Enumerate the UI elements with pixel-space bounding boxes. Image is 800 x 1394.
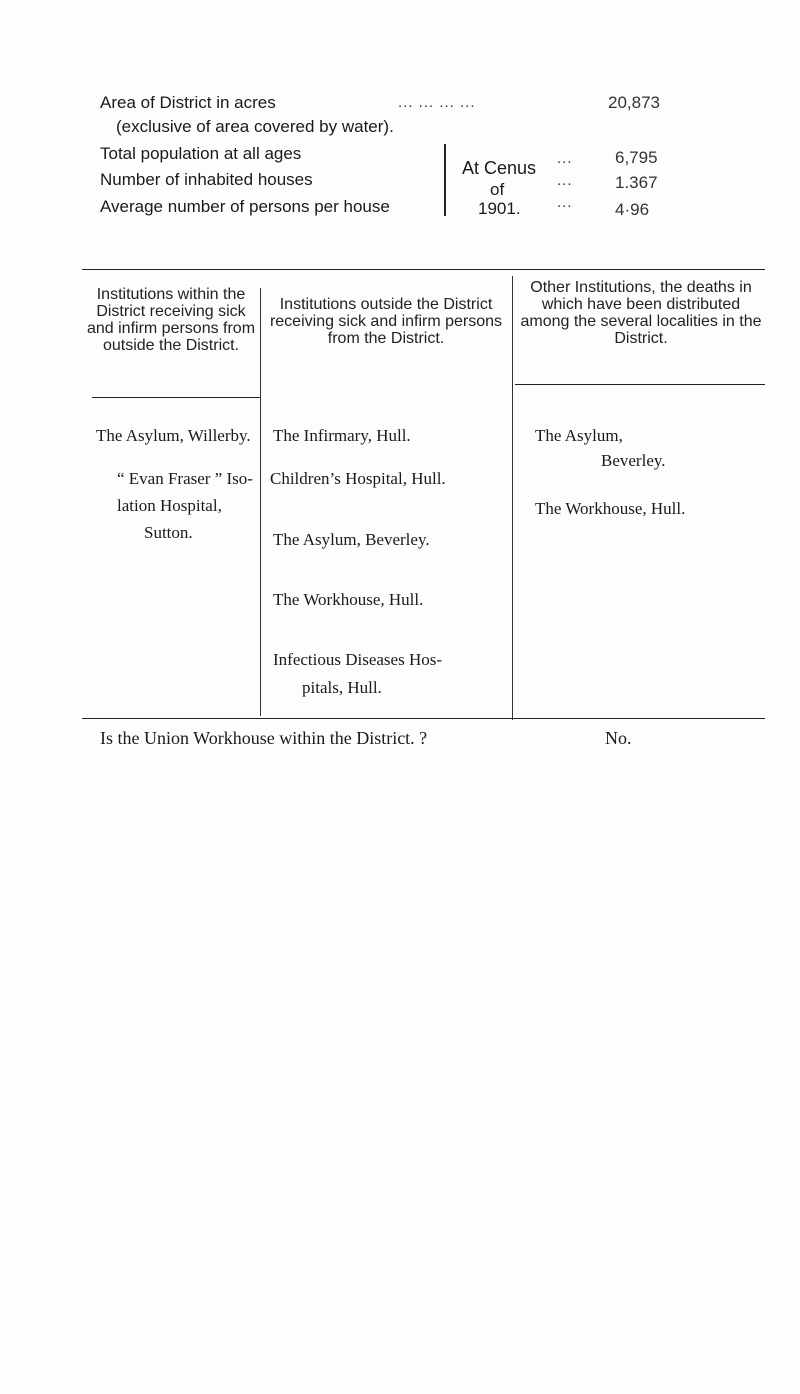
area-dots: ... ... ... ... xyxy=(398,94,476,111)
col1-item-asylum-willerby: The Asylum, Willerby. xyxy=(96,426,251,445)
census-label-line3: 1901. xyxy=(478,199,521,218)
area-label: Area of District in acres xyxy=(100,93,276,112)
census-label-line2: of xyxy=(490,180,505,199)
col1-item-evan-fraser-line3: Sutton. xyxy=(144,523,193,542)
population-dots: ... xyxy=(557,150,573,167)
average-dots: ... xyxy=(557,194,573,211)
area-note: (exclusive of area covered by water). xyxy=(116,117,394,136)
col3-item-workhouse: The Workhouse, Hull. xyxy=(535,499,686,518)
census-label-line1: At Cenus xyxy=(462,158,537,178)
header-rule-col3 xyxy=(515,384,765,385)
header-col3: Other Institutions, the deaths in which have been distributed among the several localities in the District. xyxy=(520,279,762,347)
col2-item-infectious-line2: pitals, Hull. xyxy=(302,678,382,697)
footer-answer: No. xyxy=(605,728,632,748)
col2-item-childrens-hospital: Children’s Hospital, Hull. xyxy=(270,469,446,488)
footer-question: Is the Union Workhouse within the District. ? xyxy=(100,728,428,748)
table-bottom-rule xyxy=(82,718,765,719)
table-top-rule xyxy=(82,269,765,270)
header-col1: Institutions within the District receiving sick and infirm persons from outside the District. xyxy=(86,286,256,354)
area-value: 20,873 xyxy=(608,93,660,112)
col2-item-workhouse: The Workhouse, Hull. xyxy=(273,590,424,609)
population-value: 6,795 xyxy=(615,148,658,167)
houses-dots: ... xyxy=(557,172,573,189)
header-col2: Institutions outside the District receiving sick and infirm persons from the District. xyxy=(269,296,503,347)
col2-item-infirmary: The Infirmary, Hull. xyxy=(273,426,411,445)
houses-label: Number of inhabited houses xyxy=(100,170,313,189)
col2-item-asylum-beverley: The Asylum, Beverley. xyxy=(273,530,430,549)
col3-item-asylum-line1: The Asylum, xyxy=(535,426,623,445)
col3-item-asylum-line2: Beverley. xyxy=(601,451,666,470)
average-label: Average number of persons per house xyxy=(100,197,390,216)
houses-value: 1.367 xyxy=(615,173,658,192)
column-divider-2 xyxy=(512,276,513,720)
column-divider-1 xyxy=(260,288,261,716)
population-label: Total population at all ages xyxy=(100,144,302,163)
col2-item-infectious-line1: Infectious Diseases Hos- xyxy=(273,650,443,669)
header-rule-col1 xyxy=(92,397,260,398)
average-value: 4·96 xyxy=(615,200,650,219)
census-brace xyxy=(440,144,446,216)
col1-item-evan-fraser-line1: “ Evan Fraser ” Iso- xyxy=(117,469,253,488)
col1-item-evan-fraser-line2: lation Hospital, xyxy=(117,496,222,515)
